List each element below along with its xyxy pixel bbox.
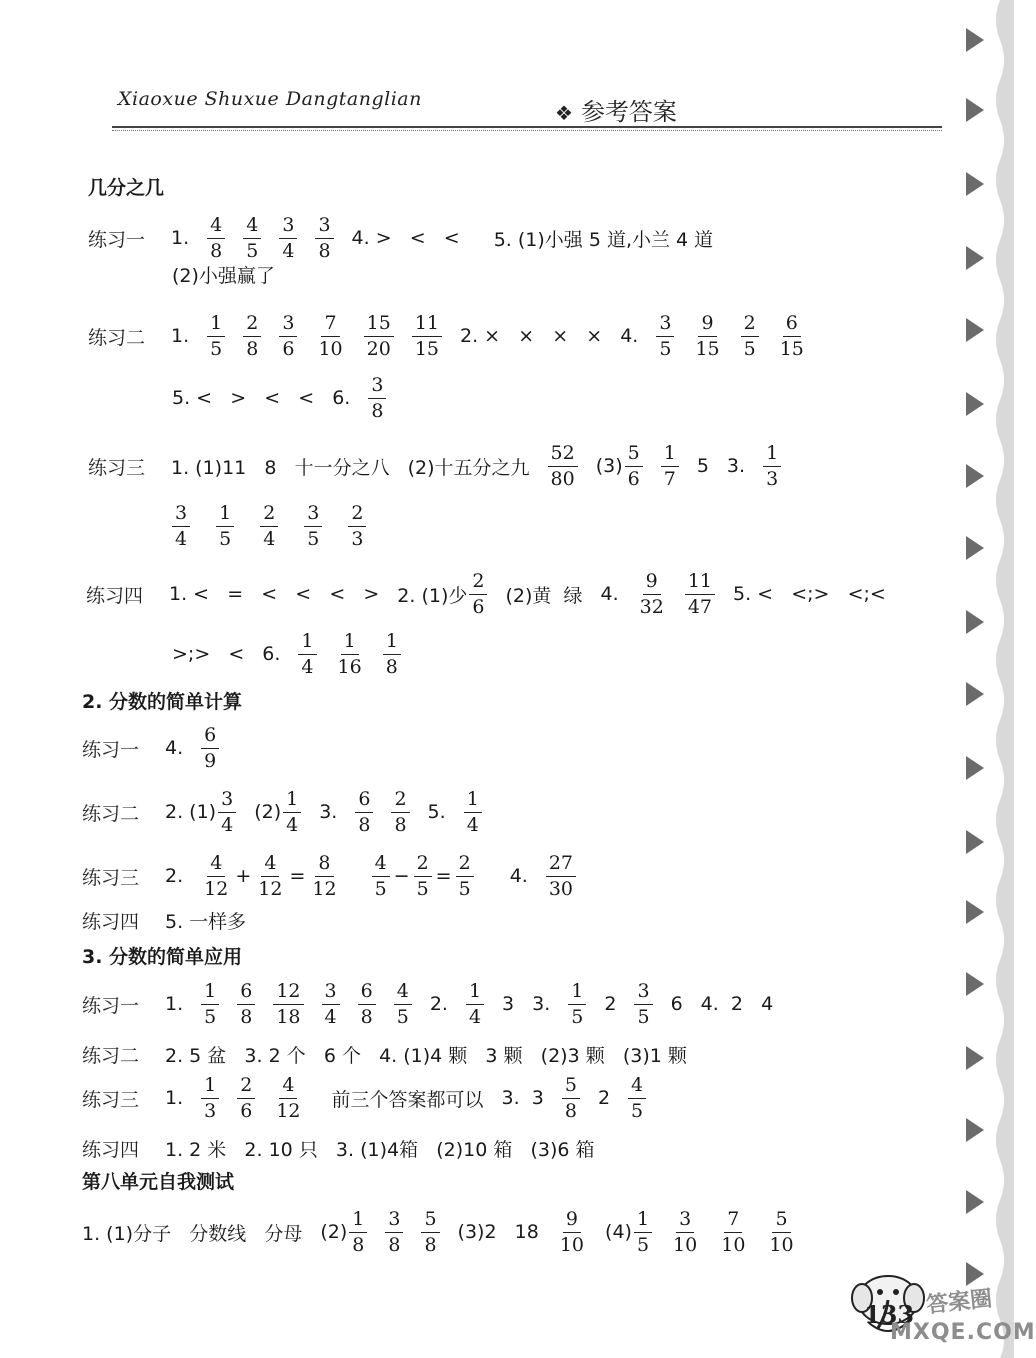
fraction: $\frac{2}{6}$	[469, 571, 487, 618]
series-title: Xiaoxue Shuxue Dangtanglian	[118, 88, 422, 110]
fraction: $\frac{4}{12}$	[276, 1073, 301, 1122]
fraction: $\frac{4}{12}$	[204, 851, 229, 900]
diamond-icon: ❖	[555, 101, 573, 125]
answer-text: (2)小强赢了	[172, 264, 275, 287]
answer-text: (2)十五分之九	[407, 456, 530, 479]
fraction: $\frac{1}{4}$	[464, 789, 482, 836]
equation	[372, 853, 474, 900]
exercise-label: 练习四	[86, 584, 144, 607]
fraction: $\frac{2}{8}$	[391, 789, 409, 836]
question-number: 3.	[319, 801, 338, 823]
answer-group	[605, 1209, 652, 1256]
watermark-logo: 答案圈	[925, 1286, 994, 1319]
answer-text: 1. (1)分子 分数线 分母	[82, 1222, 303, 1245]
question-number: 4.	[165, 737, 184, 759]
fraction: $\frac{9}{15}$	[695, 311, 720, 360]
answer-text: 2. (1)少	[397, 584, 468, 607]
fraction: $\frac{5}{8}$	[421, 1209, 439, 1256]
question-number: 1.	[171, 325, 190, 347]
fraction: $\frac{4}{5}$	[243, 215, 261, 262]
question-number: 4.	[600, 583, 619, 605]
answer-group	[165, 789, 236, 836]
header-rule-dotted	[112, 130, 942, 131]
exercise-label: 练习二	[82, 1044, 140, 1067]
fraction: $\frac{11}{47}$	[685, 571, 715, 618]
answer-text: (2)	[320, 1221, 348, 1243]
fraction: $\frac{1}{8}$	[383, 631, 401, 678]
fraction: $\frac{7}{10}$	[318, 311, 343, 360]
answer-text: 5. < > < <	[172, 387, 315, 409]
fraction: $\frac{1}{5}$	[216, 503, 234, 550]
answer-text: 2	[597, 1087, 611, 1109]
fraction: $\frac{1}{16}$	[337, 629, 362, 678]
answer-text: 4. 2 4	[700, 993, 774, 1015]
fraction: $\frac{1}{4}$	[298, 631, 316, 678]
fraction: $\frac{4}{12}$	[258, 851, 283, 900]
operator: +	[235, 865, 252, 887]
fraction: $\frac{1}{4}$	[283, 789, 301, 836]
fraction: $\frac{3}{5}$	[656, 313, 674, 360]
fraction: $\frac{1}{7}$	[661, 443, 679, 490]
fraction: $\frac{3}{4}$	[172, 503, 190, 550]
fraction: $\frac{3}{6}$	[279, 313, 297, 360]
fraction: $\frac{3}{8}$	[315, 215, 333, 262]
answer-text: 1. < = < < < >	[169, 583, 380, 605]
exercise-label: 练习四	[82, 910, 140, 933]
question-number: 2.	[165, 865, 184, 887]
page-number: 133	[864, 1300, 915, 1329]
answer-text: 1. 2 米 2. 10 只 3. (1)4箱 (2)10 箱 (3)6 箱	[165, 1138, 595, 1161]
fraction: $\frac{6}{15}$	[779, 311, 804, 360]
answer-text: (2)	[254, 801, 282, 823]
exercise-label: 练习一	[88, 228, 146, 251]
answer-group	[596, 443, 643, 490]
exercise-label: 练习三	[88, 456, 146, 479]
fraction: $\frac{5}{10}$	[769, 1207, 794, 1256]
exercise-row	[88, 436, 781, 496]
answer-text: (4)	[605, 1221, 632, 1243]
question-number: 3.	[726, 455, 746, 477]
section-title: 几分之几	[88, 176, 165, 199]
exercise-label: 练习四	[82, 1138, 140, 1161]
answer-key-title	[555, 92, 677, 127]
fraction: $\frac{6}{8}$	[358, 981, 376, 1028]
fraction: $\frac{9}{10}$	[559, 1207, 585, 1256]
fraction: $\frac{4}{8}$	[207, 215, 225, 262]
header-rule	[112, 126, 942, 128]
fraction: $\frac{1}{5}$	[568, 981, 586, 1028]
answer-text: (3)	[595, 455, 623, 477]
fraction: $\frac{2}{5}$	[414, 853, 432, 900]
operator: =	[435, 865, 452, 887]
question-number: 6.	[262, 643, 281, 665]
answer-text: 3	[502, 993, 515, 1015]
answer-text: 3. 3	[501, 1087, 544, 1109]
answer-group	[320, 1209, 367, 1256]
exercise-label: 练习一	[82, 738, 140, 761]
fraction: $\frac{2}{6}$	[237, 1075, 255, 1122]
exercise-label: 练习一	[82, 994, 140, 1017]
answer-group	[254, 789, 301, 836]
fraction: $\frac{2}{8}$	[243, 313, 261, 360]
question-number: 5.	[427, 801, 446, 823]
fraction: $\frac{3}{5}$	[304, 503, 322, 550]
exercise-row	[88, 306, 807, 366]
exercise-label: 练习三	[82, 866, 140, 889]
exercise-label: 练习二	[82, 802, 140, 825]
answer-text: (2)黄 绿	[505, 584, 583, 607]
fraction: $\frac{5}{6}$	[625, 443, 643, 490]
answer-text: 2	[604, 993, 617, 1015]
fraction: $\frac{4}{5}$	[394, 981, 412, 1028]
decorative-border	[954, 0, 1014, 1358]
answer-text: 4. > < <	[351, 227, 460, 249]
answer-group	[397, 571, 487, 618]
fraction: $\frac{1}{5}$	[634, 1209, 652, 1256]
fraction: $\frac{3}{5}$	[634, 981, 652, 1028]
exercise-row	[86, 564, 886, 624]
question-number: 4.	[620, 325, 639, 347]
answer-text: 2. × × × ×	[460, 325, 603, 347]
fraction: $\frac{8}{12}$	[312, 851, 337, 900]
fraction: $\frac{27}{30}$	[546, 853, 576, 900]
fraction: $\frac{6}{8}$	[355, 789, 373, 836]
fraction: $\frac{1}{5}$	[201, 981, 219, 1028]
fraction: $\frac{1}{8}$	[349, 1209, 367, 1256]
section-title: 第八单元自我测试	[82, 1170, 235, 1193]
question-number: 1.	[165, 1087, 184, 1109]
fraction: $\frac{1}{3}$	[763, 443, 781, 490]
fraction: $\frac{9}{32}$	[639, 569, 664, 618]
question-number: 2.	[429, 993, 448, 1015]
exercise-row	[172, 254, 275, 294]
fraction: $\frac{1}{4}$	[466, 981, 484, 1028]
arrow-icon	[966, 28, 984, 1286]
answer-text: 2. 5 盆 3. 2 个 6 个 4. (1)4 颗 3 颗 (2)3 颗 (3)1 颗	[165, 1044, 687, 1067]
question-number: 1.	[171, 227, 190, 249]
fraction: $\frac{6}{8}$	[237, 981, 255, 1028]
answer-text: 2. (1)	[165, 801, 217, 823]
exercise-row	[172, 368, 386, 428]
answer-key-label: 参考答案	[580, 98, 677, 126]
fraction: $\frac{3}{8}$	[368, 375, 386, 422]
fraction: $\frac{2}{5}$	[741, 313, 759, 360]
answer-text: 6	[670, 993, 683, 1015]
exercise-row	[82, 1202, 797, 1262]
fraction: $\frac{4}{5}$	[628, 1075, 646, 1122]
answer-text: 1. (1)11 8 十一分之八	[171, 456, 390, 479]
fraction: $\frac{1}{3}$	[201, 1075, 219, 1122]
fraction: $\frac{52}{80}$	[548, 443, 578, 490]
equation	[201, 853, 339, 900]
exercise-row	[82, 782, 482, 842]
answer-text: 5. (1)小强 5 道,小兰 4 道	[493, 228, 714, 251]
fraction: $\frac{2}{5}$	[456, 853, 474, 900]
answer-text: >;> <	[172, 643, 245, 665]
exercise-label: 练习二	[88, 326, 146, 349]
fraction: $\frac{11}{15}$	[412, 313, 442, 360]
exercise-row	[82, 1068, 646, 1128]
fraction: $\frac{3}{4}$	[322, 981, 340, 1028]
answer-text: 前三个答案都可以	[331, 1088, 484, 1111]
section-title: 2. 分数的简单计算	[82, 690, 243, 713]
fraction: $\frac{3}{8}$	[385, 1209, 403, 1256]
watermark-url: MXQE.COM	[890, 1320, 1036, 1345]
section-title: 3. 分数的简单应用	[82, 945, 243, 968]
fraction: $\frac{5}{8}$	[562, 1075, 580, 1122]
exercise-row	[172, 496, 366, 556]
question-number: 4.	[509, 865, 528, 887]
question-number: 1.	[165, 993, 184, 1015]
answer-text: 5. 一样多	[165, 910, 247, 933]
operator: −	[393, 865, 410, 887]
question-number: 6.	[332, 387, 351, 409]
exercise-row	[82, 718, 219, 778]
fraction: $\frac{1}{5}$	[207, 313, 225, 360]
operator: =	[289, 865, 306, 887]
fraction: $\frac{12}{18}$	[273, 981, 303, 1028]
fraction: $\frac{3}{10}$	[673, 1207, 698, 1256]
exercise-label: 练习三	[82, 1088, 140, 1111]
fraction: $\frac{4}{5}$	[372, 853, 390, 900]
fraction: $\frac{2}{4}$	[260, 503, 278, 550]
fraction: $\frac{6}{9}$	[201, 725, 219, 772]
answer-text: 5	[696, 455, 709, 477]
fraction: $\frac{2}{3}$	[348, 503, 366, 550]
fraction: $\frac{7}{10}$	[721, 1207, 746, 1256]
fraction: $\frac{15}{20}$	[364, 313, 394, 360]
answer-text: 5. < <;> <;<	[733, 583, 886, 605]
fraction: $\frac{3}{4}$	[279, 215, 297, 262]
exercise-row	[82, 846, 576, 906]
fraction: $\frac{3}{4}$	[218, 789, 236, 836]
answer-text: (3)2 18	[457, 1221, 539, 1243]
exercise-row	[82, 974, 773, 1034]
question-number: 3.	[532, 993, 551, 1015]
